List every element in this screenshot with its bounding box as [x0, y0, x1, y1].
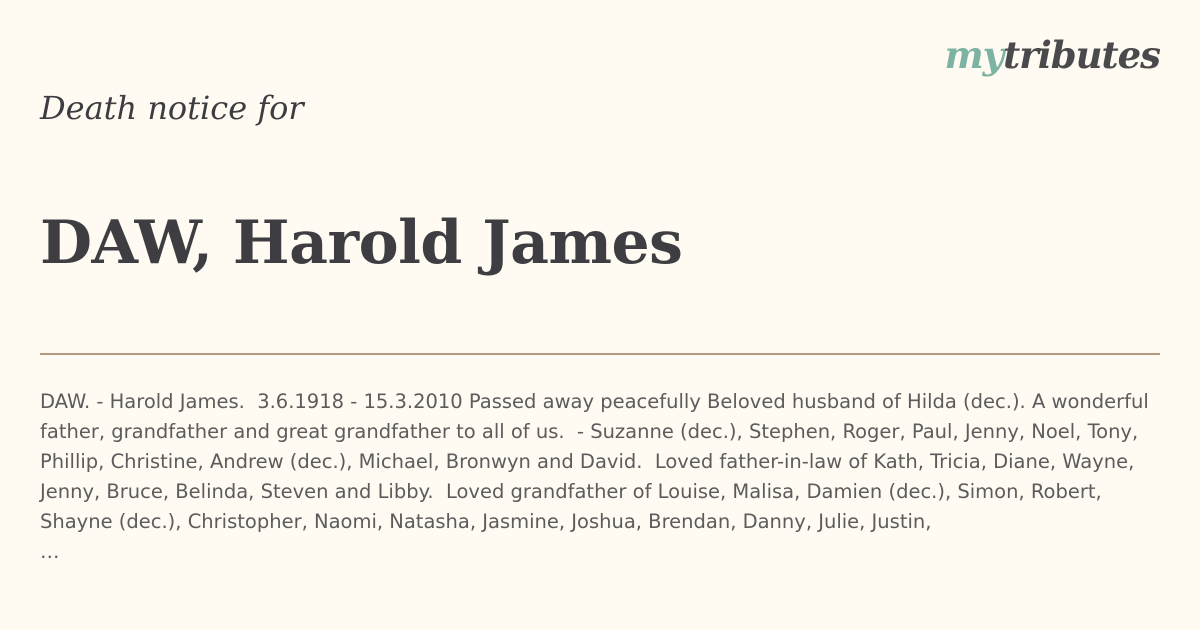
- divider-rule: [40, 353, 1160, 355]
- notice-body-paragraph: DAW. - Harold James. 3.6.1918 - 15.3.2010 Passed away peacefully Beloved husband of Hilda (dec.). A wonderful father, grandfather and great grandfather to all of us. - Suzanne (dec.), Stephen, Roger, Paul, Jenny, Noel, Tony, Phillip, Christine, Andrew (dec.), Michael, Bronwyn and David. Loved father-in-law of Kath, Tricia, Diane, Wayne, Jenny, Bruce, Belinda, Steven and Libby. Loved grandfather of Louise, Malisa, Damien (dec.), Simon, Robert, Shayne (dec.), Christopher, Naomi, Natasha, Jasmine, Joshua, Brendan, Danny, Julie, Justin,: [40, 390, 1155, 533]
- mytributes-logo[interactable]: [944, 33, 1160, 77]
- notice-body-text: [40, 387, 1155, 567]
- logo-my: my: [944, 33, 1004, 77]
- truncation-ellipsis: …: [40, 540, 60, 563]
- logo-tributes: tributes: [1003, 33, 1160, 77]
- death-notice-for-label: Death notice for: [40, 89, 304, 127]
- deceased-name-title: DAW, Harold James: [40, 208, 683, 278]
